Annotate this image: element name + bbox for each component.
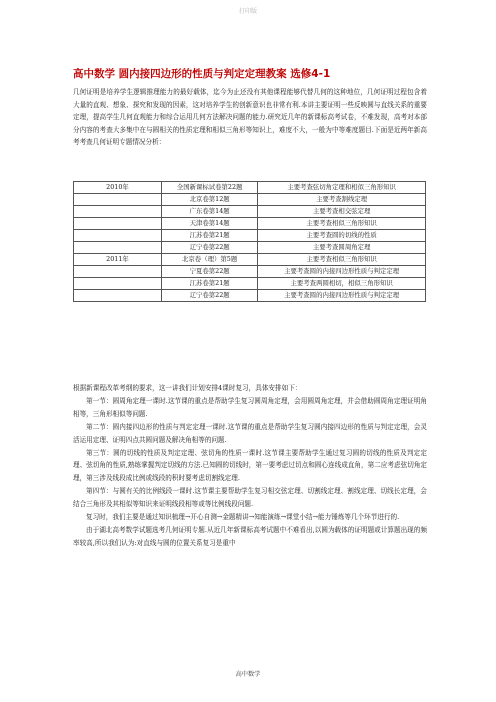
table-cell-exam: 宁夏卷第22题 (162, 266, 258, 278)
table-cell-year (74, 242, 162, 254)
table-row (74, 254, 426, 266)
table-cell-exam: 江苏卷第21题 (162, 278, 258, 290)
paragraph-schedule: 根据新课程改革考纲的要求，这一讲我们计划安排4课时复习，具体安排如下： (73, 384, 302, 392)
table-cell-year (74, 290, 162, 302)
table-cell-exam: 全国新课标试卷第22题 (162, 182, 258, 194)
table-cell-exam: 辽宁卷第22题 (162, 242, 258, 254)
intro-paragraph: 几何证明是培养学生逻辑推理能力的最好载体，迄今为止还没有其他课程能够代替几何的这种地位，几何证明过程包含着大量的直观、想象、探究和发现的因素，这对培养学生的创新意识也非常有利.本讲主要证明一些反映圆与直线关系的重要定理，提高学生几何直观能力和综合运用几何方法解决问题的能力.研究近几年的新课标高考试卷，不难发现，高考对本部分内容的考查大多集中在与圆相关的性质定理和相似三角形等知识上，难度不大，一般为中等难度题目.下面是近两年新高考考查几何证明专题情况分析： (73, 88, 427, 147)
table-cell-content: 主要考查弦切角定理和相似三角形知识 (258, 182, 426, 194)
table-cell-content: 主要考查相似三角形知识 (258, 254, 426, 266)
exam-topics-table (73, 181, 426, 302)
table-cell-year (74, 278, 162, 290)
paragraph-lesson-4: 第四节：与圆有关的比例线段一课时.这节课主要帮助学生复习相交弦定理、切割线定理、割线定理、切线长定理，会结合三角形及其相似等知识来证明线段相等或等比例线段问题. (73, 487, 427, 509)
table-row (74, 182, 426, 194)
table-cell-year (74, 218, 162, 230)
table-cell-exam: 辽宁卷第22题 (162, 290, 258, 302)
table-cell-year (74, 230, 162, 242)
paragraph-lesson-3: 第三节：圆的切线的性质及判定定理、弦切角的性质一课时.这节课主要帮助学生通过复习圆的切线的性质及判定定理、弦切角的性质,熟练掌握判定切线的方法.已知圆的切线时，第一要考虑过切点和圆心连线成直角，第二应考虑弦切角定理，第三涉及线段成比例或线段的积时要考虑切割线定理. (73, 448, 427, 483)
table-row (74, 194, 426, 206)
table-cell-year (74, 194, 162, 206)
table-cell-exam: 天津卷第14题 (162, 218, 258, 230)
header-watermark: 打印版 (238, 8, 257, 15)
paragraph-review-process: 复习时，我们主要是通过知识梳理→开心自测→金题精讲→知能演练→课堂小结→能力锤炼等几个环节进行的. (86, 513, 400, 522)
table-cell-year: 2010年 (74, 182, 162, 194)
table-row (74, 218, 426, 230)
table-cell-content: 主要考查圆的切线的性质 (258, 230, 426, 242)
body-text (73, 382, 427, 550)
paragraph-lesson-2: 第二节：圆内接四边形的性质与判定定理一课时.这节课的重点是帮助学生复习圆内接四边形的性质与判定定理，会灵活运用定理、证明四点共圆问题及解决角相等的问题. (73, 422, 427, 444)
table-row (74, 242, 426, 254)
footer-label: 高中数学 (235, 671, 261, 678)
table-cell-exam: 北京卷（理）第5题 (162, 254, 258, 266)
table-row (74, 230, 426, 242)
table-row (74, 278, 426, 290)
table-cell-exam: 江苏卷第21题 (162, 230, 258, 242)
table-cell-content: 主要考查两圆相切，相似三角形知识 (258, 278, 426, 290)
table-row (74, 206, 426, 218)
table-cell-content: 主要考查圆的内接四边形性质与判定定理 (258, 290, 426, 302)
table-cell-year (74, 206, 162, 218)
paragraph-lesson-1: 第一节：圆周角定理一课时.这节课的重点是帮助学生复习圆周角定理，会用圆周角定理，并会借助圆周角定理证明角相等，三角形相似等问题. (73, 396, 427, 418)
table-cell-content: 主要考查相似三角形知识 (258, 218, 426, 230)
table-cell-year (74, 266, 162, 278)
table-cell-content: 主要考查相交弦定理 (258, 206, 426, 218)
table-cell-content: 主要考查圆的内接四边形性质与判定定理 (258, 266, 426, 278)
table-cell-content: 主要考查圆周角定理 (258, 242, 426, 254)
document-title: 高中数学 圆内接四边形的性质与判定定理教案 选修4-1 (73, 68, 331, 80)
table-cell-exam: 广东卷第14题 (162, 206, 258, 218)
table-cell-exam: 北京卷第12题 (162, 194, 258, 206)
table-row (74, 290, 426, 302)
paragraph-analysis: 由于湖北高考数学试题选考几何证明专题.从近几年新课标高考试题中不难看出,以圆为载体的证明题或计算题出现的频率较高,所以我们认为:对直线与圆的位置关系复习是重中 (73, 525, 427, 547)
table-cell-year: 2011年 (74, 254, 162, 266)
table-row (74, 266, 426, 278)
table-cell-content: 主要考查割线定理 (258, 194, 426, 206)
